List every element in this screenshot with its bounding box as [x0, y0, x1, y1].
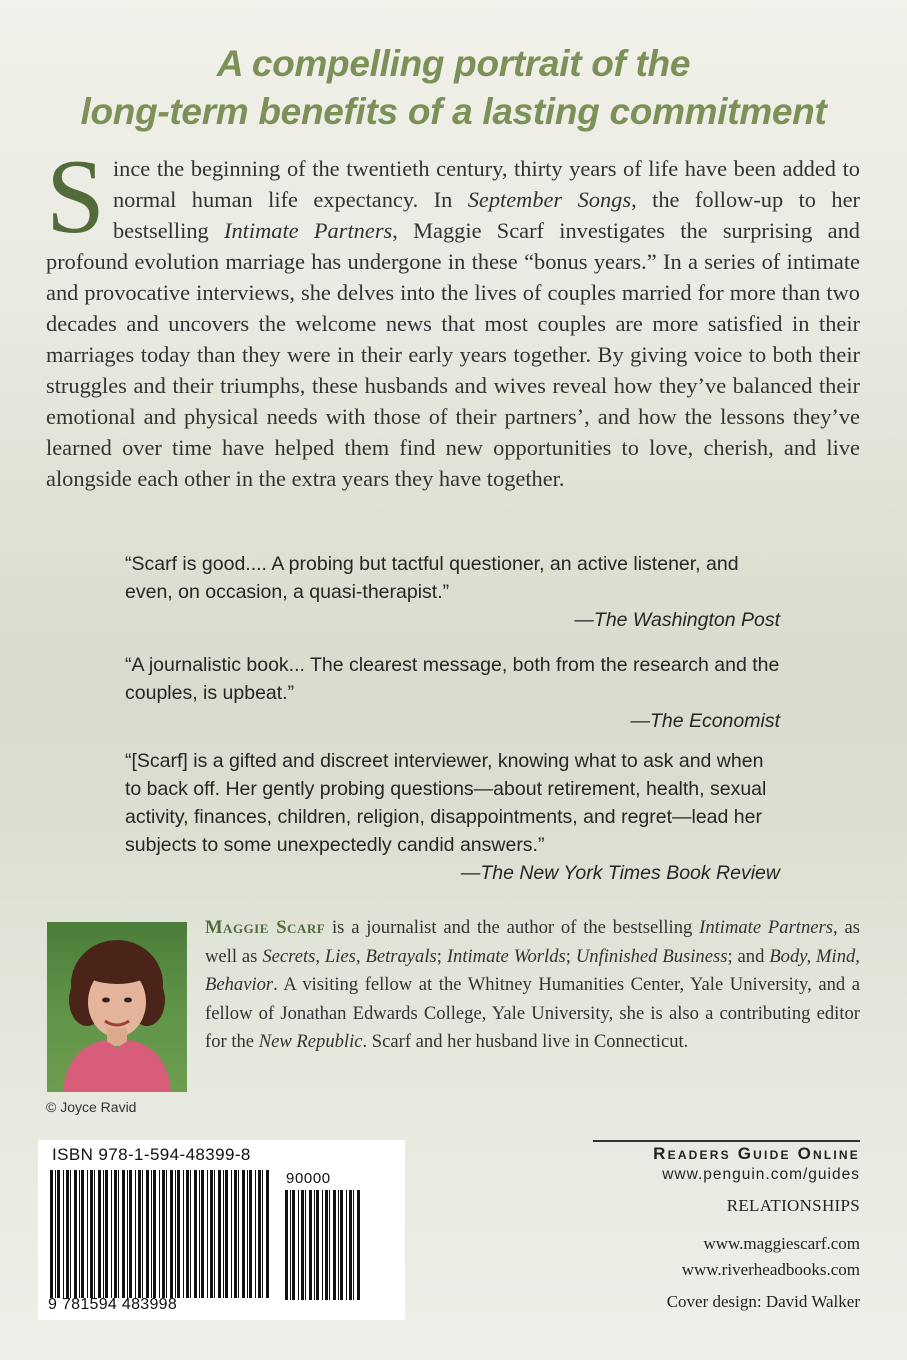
barcode — [38, 1140, 405, 1320]
book-title: Intimate Worlds — [446, 945, 566, 967]
bio-text: ; — [436, 945, 447, 967]
bio-text: ; — [565, 945, 576, 967]
book-title: September Songs — [467, 187, 632, 212]
photo-credit: © Joyce Ravid — [46, 1099, 137, 1115]
review-quote — [125, 747, 780, 887]
bio-text: ; and — [727, 945, 770, 967]
book-title: Unfinished Business — [575, 945, 728, 967]
book-title: Intimate Partners — [224, 218, 393, 243]
quote-text: “A journalistic book... The clearest message, both from the research and the couples, is upbeat.” — [125, 654, 780, 704]
book-title: Body, Mind, Behavior — [205, 945, 860, 995]
book-title: Secrets, Lies, Betrayals — [262, 945, 437, 967]
bio-text: . Scarf and her husband live in Connecticut. — [362, 1031, 689, 1052]
bio-text: . A visiting fellow at the Whitney Humanities Center, Yale University, and a fellow of Jonathan Edwards College, Yale University, she is also a contributing editor for the — [205, 974, 860, 1052]
book-description — [46, 138, 860, 494]
author-photo — [47, 922, 187, 1092]
price-code: 90000 — [286, 1170, 331, 1187]
drop-cap: S — [46, 138, 105, 255]
publication-title: New Republic — [258, 1031, 363, 1052]
quote-text: “Scarf is good.... A probing but tactful questioner, an active listener, and even, on occasion, a quasi-therapist.” — [125, 553, 739, 603]
readers-guide — [593, 1140, 860, 1186]
review-quote — [125, 550, 780, 634]
barcode-panel — [38, 1140, 405, 1320]
book-title: Intimate Partners — [699, 917, 833, 938]
readers-guide-title: Readers Guide Online — [653, 1144, 860, 1163]
headline-line-2: long-term benefits of a lasting commitment — [80, 91, 827, 132]
bio-text: is a journalist and the author of the bestselling — [325, 917, 700, 938]
isbn-label: ISBN 978-1-594-48399-8 — [52, 1145, 251, 1164]
bio-text: , as well as — [205, 917, 860, 967]
quote-source: —The New York Times Book Review — [460, 862, 780, 884]
readers-guide-url: www.penguin.com/guides — [662, 1166, 860, 1183]
headline-line-1: A compelling portrait of the — [216, 43, 691, 84]
quote-source: —The Washington Post — [574, 609, 780, 631]
author-name: Maggie Scarf — [205, 917, 326, 938]
description-text: , Maggie Scarf investigates the surprising and profound evolution marriage has undergone in these “bonus years.” In a series of intimate and provocative interviews, she delves into the lives of couples married for more than two decades and uncovers the welcome news that most couples are more satisfied in their marriages today than they were in their early years together. By giving voice to both their struggles and their triumphs, these husbands and wives reveal how they’ve balanced their emotional and physical needs with those of their partners’, and how the lessons they’ve learned over time have helped them find new opportunities to love, cherish, and live alongside each other in the extra years they have together. — [46, 218, 860, 491]
barcode-digits: 9 781594 483998 — [48, 1296, 178, 1313]
review-quote — [125, 651, 780, 735]
headline — [0, 40, 907, 136]
quote-source: —The Economist — [630, 710, 780, 732]
author-bio — [205, 914, 860, 1057]
category-label: RELATIONSHIPS — [726, 1196, 860, 1215]
quote-text: “[Scarf] is a gifted and discreet interviewer, knowing what to ask and when to back off. Her gently probing questions—about retirement, health, sexual activity, finances, children, religion, disappointments, and regret—lead her subjects to some unexpectedly candid answers.” — [125, 750, 767, 856]
description-text: , the follow-up to her bestselling — [112, 187, 860, 243]
publisher-website: www.riverheadbooks.com — [681, 1260, 860, 1279]
cover-design-credit: Cover design: David Walker — [666, 1292, 860, 1311]
author-website: www.maggiescarf.com — [703, 1234, 860, 1253]
description-text: ince the beginning of the twentieth century, thirty years of life have been added to normal human life expectancy. In — [112, 156, 860, 212]
